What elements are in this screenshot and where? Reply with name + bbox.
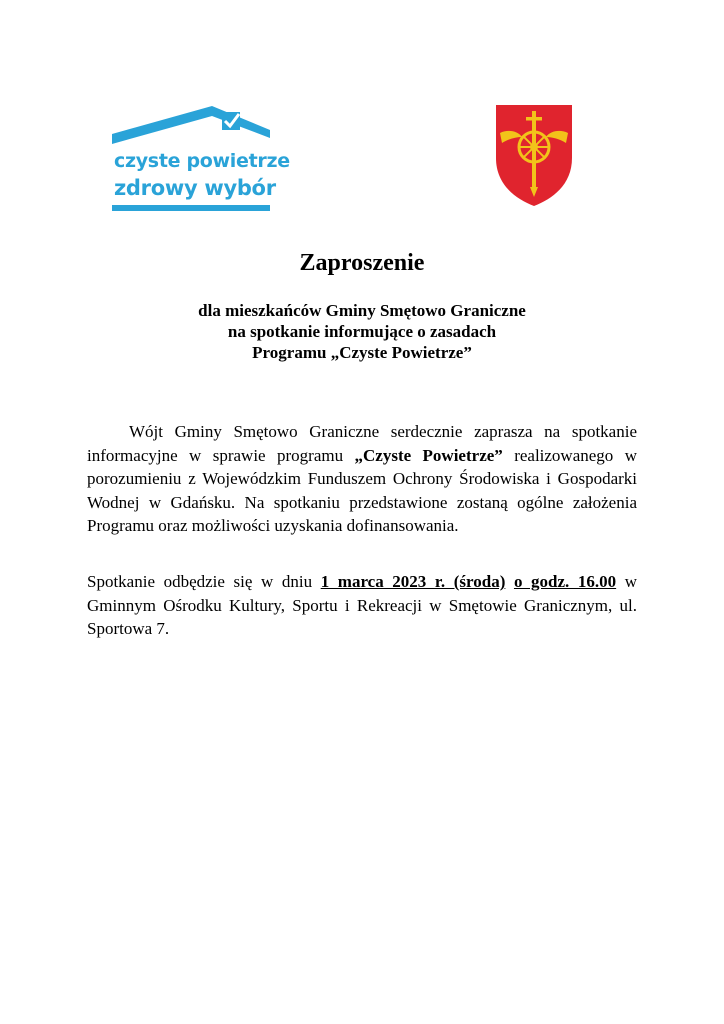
paragraph-meeting-details <box>87 570 637 641</box>
meeting-date: 1 marca 2023 r. (środa) <box>320 572 506 591</box>
paragraph-text: Wójt Gminy Smętowo Graniczne serdecznie zaprasza na spotkanie informacyjne w sprawie programu <box>87 422 637 465</box>
czyste-powietrze-logo <box>112 106 290 212</box>
paragraph-text: realizowanego w porozumieniu z Wojewódzkim Funduszem Ochrony Środowiska i Gospodarki Wodnej w Gdańsku. Na spotkaniu przedstawione zostaną ogólne założenia Programu oraz możliwości uzyskania dofinansowania. <box>87 445 637 535</box>
coat-of-arms-icon <box>494 103 574 208</box>
subtitle-line-2: na spotkanie informujące o zasadach <box>227 322 497 341</box>
paragraph-text: w Gminnym Ośrodku Kultury, Sportu i Rekreacji w Smętowie Granicznym, ul. Sportowa 7. <box>87 572 638 638</box>
paragraph-invitation <box>87 420 637 538</box>
subtitle-line-3: Programu „Czyste Powietrze” <box>252 343 472 362</box>
subtitle-line-1: dla mieszkańców Gminy Smętowo Graniczne <box>198 301 526 320</box>
program-name: „Czyste Powietrze” <box>354 445 503 465</box>
logo-line-1: czyste powietrze <box>114 150 290 172</box>
logo-bar <box>112 205 270 211</box>
page-title: Zaproszenie <box>299 250 425 276</box>
logo-line-2: zdrowy wybór <box>114 176 276 200</box>
house-roof-icon <box>112 106 270 150</box>
subtitle <box>0 300 724 363</box>
paragraph-text: Spotkanie odbędzie się w dniu <box>87 572 321 591</box>
meeting-time: o godz. 16.00 <box>513 572 617 591</box>
